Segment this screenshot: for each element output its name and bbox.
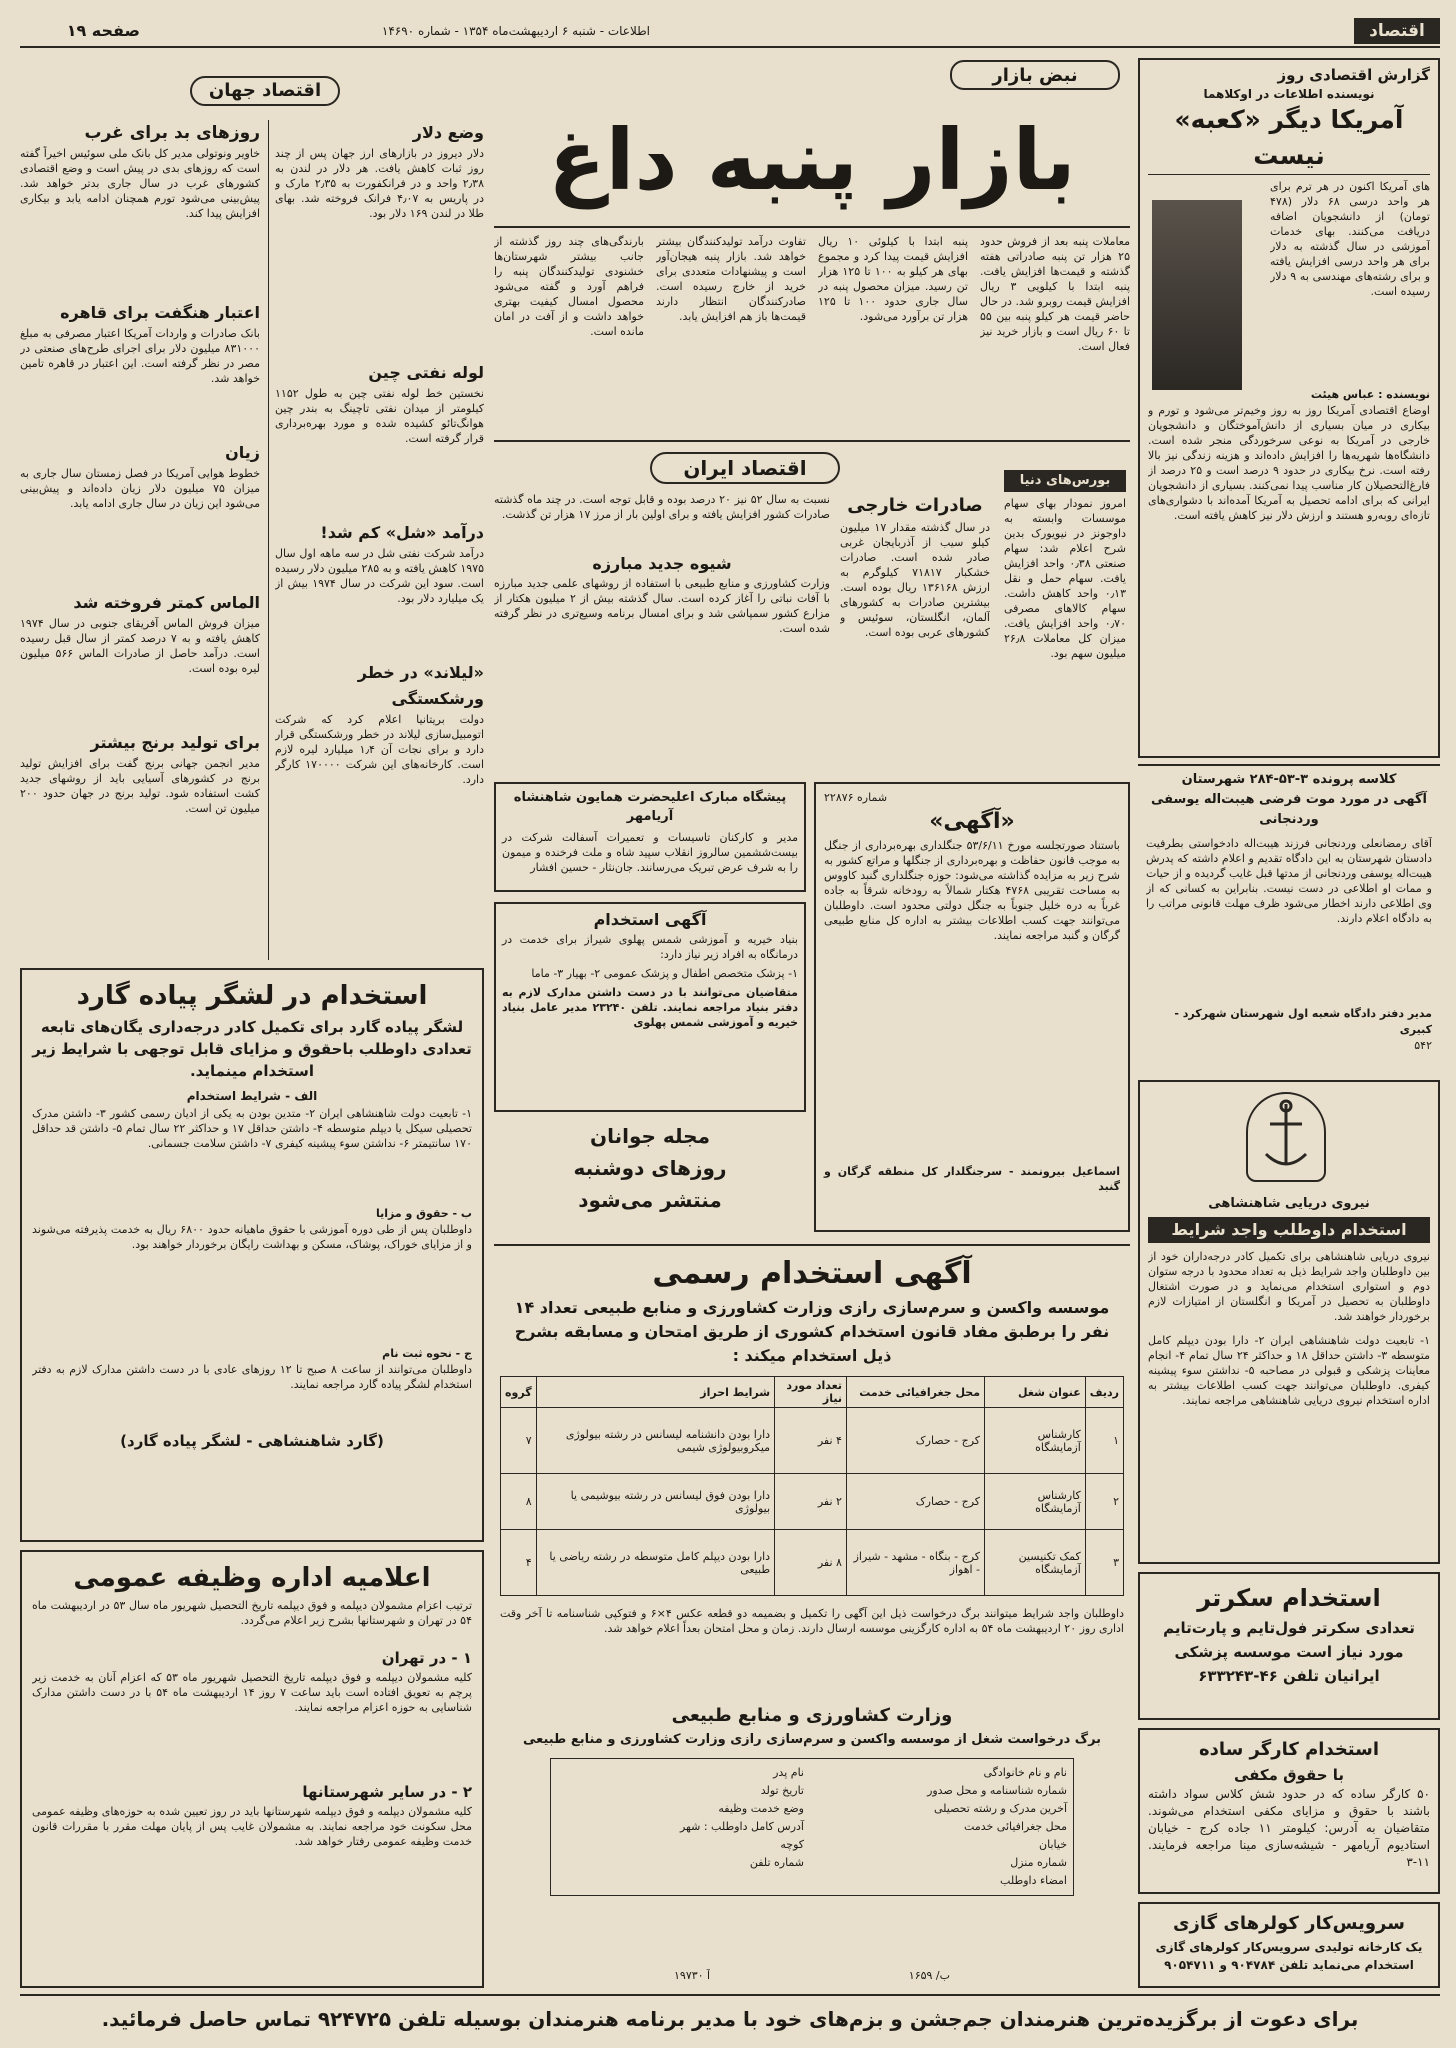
cell: ۸ — [501, 1474, 537, 1530]
world-p1: خاویر ونوتولی مدیر کل بانک ملی سوئیس اخیراً گفته است که روزهای بدی در پیش است و وضع اقتصادی کشورهای غرب در سال جاری بدتر خواهد شد. پیش‌بینی می‌شود تورم همچنان ادامه یابد و بیکاری افزایش پیدا کند. — [20, 147, 260, 220]
col-header: محل جغرافیائی خدمت — [846, 1377, 984, 1408]
recruit-ad — [494, 1244, 1130, 1988]
report-body-2: اوضاع اقتصادی آمریکا روز به روز وخیم‌تر می‌شود و تورم و بیکاری در میان بسیاری از دانش‌آموختگان و دانشجویان خارجی در آمریکا به نوعی سرخوردگی منجر شده است. دانشگاه‌ها شهریه‌ها را افزایش داده‌اند و هزینه زندگی نیز بالا رفته است. نرخ بیکاری در حدود ۹ درصد است و ۲۵ درصد از فارغ‌التحصیلان کار مناسب پیدا نمی‌کنند. بسیاری از دانشجویان ایرانی که برای ادامه تحصیل به آمریکا آمده‌اند با دشواری‌های تازه‌ای روبه‌رو هستند و ارزش دلار نیز کاهش یافته است. — [1148, 404, 1430, 522]
footer-rule — [20, 1994, 1440, 1996]
masthead-rule — [20, 46, 1440, 48]
hire-pahlavi-box — [494, 902, 806, 1112]
cell: کرج - حصارک — [846, 1474, 984, 1530]
hire-pahlavi-body-2: متقاضیان می‌توانند با در دست داشتن مدارک لازم به دفتر بنیاد مراجعه نمایند. تلفن ۲۳۲۴۰ مدیر عامل بنیاد خیریه و آموزشی شمس پهلوی — [502, 986, 799, 1029]
form-field: محل جغرافیائی خدمت — [964, 1820, 1067, 1833]
worker-body: ۵۰ کارگر ساده که در حدود شش کلاس سواد داشته باشند با حقوق و مزایای مکفی استخدام می‌شوند. متقاضیان به آدرس: کیلومتر ۱۱ جاده کرج - خیابان استادیوم آریامهر - شیشه‌سازی مینا مراجعه فرمایند. ۱۱-۳ — [1148, 1787, 1430, 1869]
notice1-subtitle: آگهی در مورد موت فرضی هیبت‌اله یوسفی وردنجانی — [1151, 792, 1427, 827]
guard-list-a: ۱- تابعیت دولت شاهنشاهی ایران ۲- متدین بودن به یکی از ادیان رسمی کشور ۳- داشتن مدرک تحصیلی سیکل یا دیپلم متوسطه ۴- داشتن حداقل ۱۷ و حداکثر ۲۲ سال تمام ۵- داشتن قد حداقل ۱۷۰ سانتیمتر ۶- نداشتن سوء پیشینه کیفری ۷- داشتن سلامت جسمانی. — [32, 1107, 472, 1150]
service-body: یک کارخانه تولیدی سرویس‌کار کولرهای گازی استخدام می‌نماید تلفن ۹۰۴۷۸۴ و ۹۰۵۴۷۱۱ — [1155, 1940, 1423, 1972]
cell: دارا بودن دانشنامه لیسانس در رشته بیولوژی میکروبیولوژی شیمی — [536, 1408, 774, 1474]
exports-col — [840, 492, 990, 772]
col-header: گروه — [501, 1377, 537, 1408]
form-field: شماره منزل — [1010, 1856, 1067, 1869]
form-field: شماره شناسنامه و محل صدور — [927, 1784, 1067, 1797]
congrats-box — [494, 782, 806, 892]
col-header: تعداد مورد نیاز — [775, 1377, 847, 1408]
col-header: شرایط احراز — [536, 1377, 774, 1408]
form-field: تاریخ تولد — [760, 1784, 804, 1797]
conscription-lead: ترتیب اعزام مشمولان دیپلمه و فوق دیپلمه تاریخ التحصیل شهریور ماه سال ۵۳ در اردیبهشت ماه ۵۴ در تهران و شهرستانها بشرح زیر اعلام می‌گردد. — [32, 1599, 472, 1627]
table-row — [501, 1408, 1124, 1474]
conscription-ad — [20, 1550, 484, 1988]
dollar-h1: وضع دلار — [412, 123, 484, 142]
magazine-line-1: مجله جوانان — [590, 1124, 710, 1148]
form-field: نام و نام خانوادگی — [983, 1766, 1067, 1779]
dollar-p2: نخستین خط لوله نفتی چین به طول ۱۱۵۲ کیلومتر از میدان نفتی تاچینگ به بندر چین هوانگ‌تائو کشیده شده و مورد بهره‌برداری قرار گرفته است. — [275, 387, 484, 445]
form-field: امضاء داوطلب — [1000, 1874, 1067, 1887]
table-row — [501, 1530, 1124, 1596]
notice1-body: آقای رمضانعلی وردنجانی فرزند هیبت‌اله دادخواستی بطرفیت دادستان شهرستان به این دادگاه تقدیم و اعلام داشته که پدرش هیبت‌اله یوسفی وردنجانی از مدتها قبل غایب گردیده و از حیات و ممات او اطلاعی در دست نیست. بنابراین به کسانی که از وی اطلاعی دارند اخطار می‌شود ظرف مهلت قانونی مراتب را به دادگاه اعلام دارند. — [1146, 837, 1432, 925]
iran-economy-col — [494, 492, 830, 772]
forest-notice-sign: اسماعیل بیرونمند - سرجنگلدار کل منطقه گرگان و گنبد — [824, 1165, 1120, 1193]
masthead — [20, 18, 1440, 44]
bourse-col — [1000, 470, 1130, 770]
service-ad — [1138, 1902, 1440, 1988]
navy-emblem-caption: نیروی دریایی شاهنشاهی — [1208, 1196, 1370, 1211]
cotton-col-4: بارندگی‌های چند روز گذشته از جانب بیشتر شهرستان‌ها خشنودی تولیدکنندگان پنبه را فراهم آورد و گفته می‌شود محصول امسال کیفیت بهتری خواهد داشت و از آفت در امان مانده است. — [494, 235, 644, 338]
iran-economy-body-2: وزارت کشاورزی و منابع طبیعی با استفاده از روشهای علمی جدید مبارزه با آفات نباتی را آغاز کرده است. سال گذشته بیش از ۲ میلیون هکتار از مزارع کشور سمپاشی شد و برای امسال برنامه وسیع‌تری در نظر گرفته شده است. — [494, 577, 830, 635]
dollar-h3: درآمد «شل» کم شد! — [320, 523, 484, 542]
world-col — [20, 120, 260, 960]
cell: ۳ — [1085, 1530, 1123, 1596]
exports-title: صادرات خارجی — [847, 495, 983, 516]
guard-sign: (گارد شاهنشاهی - لشگر پیاده گارد) — [120, 1432, 384, 1450]
section-label: اقتصاد — [1354, 18, 1440, 44]
magazine-line-2: روزهای دوشنبه — [573, 1156, 727, 1180]
bourse-title: بورس‌های دنیا — [1004, 470, 1126, 492]
world-h4: الماس کمتر فروخته شد — [73, 593, 260, 612]
navy-body: نیروی دریایی شاهنشاهی برای تکمیل کادر درجه‌داران خود از بین داوطلبان واجد شرایط ذیل به تعداد محدود با درجه ستوان دوم و استواری استخدام می‌نماید و در صورت اشتغال داوطلبان به تحصیل در آمریکا و انگلستان از امتیازات لازم برخوردار خواهند شد. — [1148, 1250, 1430, 1323]
recruit-title: آگهی استخدام رسمی — [652, 1256, 972, 1291]
cell: دارا بودن فوق لیسانس در رشته بیوشیمی یا بیولوژی — [536, 1474, 774, 1530]
worker-sub: با حقوق مکفی — [1233, 1766, 1345, 1784]
notice1-sign: مدیر دفتر دادگاه شعبه اول شهرستان شهرکرد - کبیری — [1174, 1007, 1432, 1036]
cell: کرج - بنگاه - مشهد - شیراز - اهواز — [846, 1530, 984, 1596]
report-kicker: گزارش اقتصادی روز — [1277, 66, 1430, 84]
notice-box-1 — [1138, 764, 1440, 1064]
cell: ۴ نفر — [775, 1408, 847, 1474]
world-p3: خطوط هوایی آمریکا در فصل زمستان سال جاری به میزان ۷۵ میلیون دلار زیان داده‌اند و پیش‌بینی می‌شود این زیان در سال جاری ادامه یابد. — [20, 467, 260, 510]
cell: کمک تکنیسین آزمایشگاه — [985, 1530, 1086, 1596]
conscription-h1: ۱ - در تهران — [381, 1649, 472, 1667]
center-rule-1 — [494, 440, 1130, 442]
world-h2: اعتبار هنگفت برای قاهره — [60, 303, 260, 322]
magazine-line-3: منتشر می‌شود — [578, 1188, 722, 1212]
guard-list-c: داوطلبان می‌توانند از ساعت ۸ صبح تا ۱۲ روزهای عادی با در دست داشتن مدارک لازم به دفتر استخدام لشگر پیاده گارد مراجعه نمایند. — [32, 1363, 472, 1391]
headline-rule — [494, 226, 1130, 228]
guard-sec-b: ب - حقوق و مزایا — [375, 1207, 472, 1220]
world-h1: روزهای بد برای غرب — [84, 123, 260, 143]
world-p5: مدیر انجمن جهانی برنج گفت برای افزایش تولید برنج در کشورهای آسیایی باید از روشهای جدید کشت استفاده شود. تولید برنج در جهان حدود ۲۰۰ میلیون تن است. — [20, 757, 260, 815]
iran-economy-body: نسبت به سال ۵۲ نیز ۲۰ درصد بوده و قابل توجه است. در چند ماه گذشته صادرات کشور افزایش یافته و برای اولین بار از مرز ۱۷ هزار تن گذشت. — [494, 493, 830, 521]
world-h3: زیان — [225, 443, 260, 462]
secretary-title: استخدام سکرتر — [1197, 1584, 1381, 1612]
cell: ۴ — [501, 1530, 537, 1596]
bourse-body: امروز نمودار بهای سهام موسسات وابسته به داوجونز در نیویورک بدین شرح اعلام شد: سهام صنعتی ۰٫۳۸ واحد افزایش یافت. سهام حمل و نقل ۰٫۱۳ واحد کاهش داشت. سهام کالاهای مصرفی ۰٫۷۰ واحد افزایش یافت. میزان کل معاملات ۲۶٫۸ میلیون سهم بود. — [1004, 497, 1126, 660]
recruit-serial-2: آ ۱۹۷۳۰ — [674, 1969, 711, 1982]
hire-pahlavi-body: بنیاد خیریه و آموزشی شمس پهلوی شیراز برای خدمت در درمانگاه به افراد زیر نیاز دارد: — [502, 933, 798, 961]
cotton-col-3: تفاوت درآمد تولیدکنندگان بیشتر خواهد شد. بازار پنبه هیجان‌آور است و پیشنهادات متعددی برای خرید از خارج رسیده است. صادرکنندگان انتظار دارند قیمت‌ها باز هم افزایش یابد. — [656, 235, 806, 323]
guard-sec-c: ج - نحوه ثبت نام — [382, 1347, 472, 1360]
recruit-note: داوطلبان واجد شرایط میتوانند برگ درخواست ذیل این آگهی را تکمیل و بضمیمه دو قطعه عکس ۴×۶ و فتوکپی شناسنامه تا آخر وقت اداری روز ۲۰ اردیبهشت ماه ۵۴ به اداره کارگزینی موسسه ارسال دارند. زمان و محل امتحان بعداً اعلام خواهد شد. — [500, 1607, 1124, 1635]
navy-ad — [1138, 1080, 1440, 1564]
secretary-ad — [1138, 1572, 1440, 1720]
cell: ۸ نفر — [775, 1530, 847, 1596]
exports-body: در سال گذشته مقدار ۱۷ میلیون کیلو سیب از آذربایجان غربی صادر شده است. صادرات خشکبار ۷۱۸۱۷ کیلوگرم به ارزش ۱۳۶۱۶۸ ریال بوده است. بیشترین صادرات به کشورهای آلمان، انگلستان، سوئیس و کشورهای عربی بوده است. — [840, 521, 990, 639]
issue-line: اطلاعات - شنبه ۶ اردیبهشت‌ماه ۱۳۵۴ - شماره ۱۴۶۹۰ — [381, 24, 650, 38]
iran-economy-sub: شیوه جدید مبارزه — [592, 554, 732, 573]
cell: کارشناس آزمایشگاه — [985, 1474, 1086, 1530]
cell: ۱ — [1085, 1408, 1123, 1474]
cell: کرج - حصارک — [846, 1408, 984, 1474]
dollar-h4: «لیلاند» در خطر ورشکستگی — [357, 663, 484, 708]
form-field: خیابان — [1039, 1838, 1067, 1851]
form-field: وضع خدمت وظیفه — [718, 1802, 804, 1815]
table-row — [501, 1474, 1124, 1530]
page-number: صفحه ۱۹ — [66, 21, 140, 40]
dollar-col — [268, 120, 484, 960]
navy-emblem-icon — [1246, 1092, 1326, 1182]
magazine-box — [494, 1120, 806, 1230]
cotton-col-1: معاملات پنبه بعد از فروش حدود ۲۵ هزار تن پنبه صادراتی هفته گذشته و قیمت‌ها افزایش یافت. پنبه ابتدا با کیلویی ۳ ریال افزایش قیمت روبرو شد. در حال حاضر قیمت هر کیلو پنبه بین ۵۵ تا ۶۰ ریال است و بازار خرید نیز فعال است. — [980, 235, 1130, 353]
recruit-table — [500, 1376, 1124, 1596]
iran-economy-banner: اقتصاد ایران — [650, 452, 840, 484]
guard-list-b: داوطلبان پس از طی دوره آموزشی با حقوق ماهیانه حدود ۶۸۰۰ ریال به خدمت پذیرفته می‌شوند و از مزایای خوراک، پوشاک، مسکن و بهداشت رایگان برخوردار خواهند بود. — [32, 1223, 472, 1251]
guard-lead: لشگر پیاده گارد برای تکمیل کادر درجه‌داری یگان‌های تابعه تعدادی داوطلب باحقوق و مزایای قابل توجهی با شرایط زیر استخدام مینماید. — [32, 1018, 472, 1080]
guard-title: استخدام در لشگر پیاده گارد — [76, 981, 428, 1011]
world-p4: میزان فروش الماس آفریقای جنوبی در سال ۱۹۷۴ کاهش یافته و به ۷ درصد کمتر از سال قبل رسیده است. درآمد حاصل از صادرات الماس ۵۶۶ میلیون لیره بوده است. — [20, 617, 260, 675]
congrats-title: پیشگاه مبارک اعلیحضرت همایون شاهنشاه آریامهر — [513, 790, 787, 824]
cotton-headline: بازار پنبه داغ — [548, 111, 1076, 209]
recruit-table-header — [501, 1377, 1124, 1408]
forest-notice-body: باستناد صورتجلسه مورخ ۵۳/۶/۱۱ جنگلداری بهره‌برداری از جنگل به موجب قانون حفاظت و بهره‌برداری از جنگلها و مراتع کشور به شرح زیر به مزایده گذاشته می‌شود: حوزه جنگلداری گنبد کاووس به مساحت تقریبی ۴۷۶۸ هکتار شمالاً به رودخانه شرقاً به جاده غرباً به دره خلیل جنوباً به جنگل دولتی محدود است. داوطلبان می‌توانند جهت کسب اطلاعات بیشتر به اداره کل منابع طبیعی گرگان و گنبد مراجعه نمایند. — [824, 839, 1120, 942]
cell: ۲ — [1085, 1474, 1123, 1530]
conscription-p1: کلیه مشمولان دیپلمه و فوق دیپلمه تاریخ التحصیل شهریور ماه ۵۳ که اعزام آنان به خدمت زیر پرچم به تعویق افتاده است باید ساعت ۷ روز ۱۴ اردیبهشت ماه ۵۴ با در دست داشتن مدارک شناسایی به حوزه اعزام مراجعه نمایند. — [32, 1671, 472, 1714]
cotton-col-2: پنبه ابتدا با کیلوئی ۱۰ ریال افزایش قیمت پیدا کرد و مجموع بهای هر کیلو به ۱۰۰ تا ۱۲۵ هزار تن رسید. میزان محصول پنبه در سال جاری حدود ۱۰۰ تا ۱۲۵ هزار تن برآورد می‌شود. — [818, 235, 968, 323]
form-field: آخرین مدرک و رشته تحصیلی — [933, 1802, 1067, 1815]
forest-notice-number: شماره ۲۲۸۷۶ — [824, 791, 888, 804]
report-byline-top: نویسنده اطلاعات در اوکلاهما — [1203, 87, 1375, 101]
secretary-body: تعدادی سکرتر فول‌تایم و پارت‌تایم مورد نیاز است موسسه پزشکی ایرانیان تلفن ۴۶-۶۳۳۲۴۳ — [1163, 1619, 1415, 1685]
recruit-form-sub: برگ درخواست شغل از موسسه واکسن و سرم‌سازی رازی وزارت کشاورزی و منابع طبیعی — [522, 1732, 1102, 1747]
conscription-h2: ۲ - در سایر شهرستانها — [302, 1783, 472, 1801]
worker-title: استخدام کارگر ساده — [1198, 1739, 1380, 1760]
footer-ad: برای دعوت از برگزیده‌ترین هنرمندان جم‌جشن و بزم‌های خود با مدیر برنامه هنرمندان بوسیله تلفن ۹۲۴۷۲۵ تماس حاصل فرمائید. — [101, 2007, 1359, 2031]
report-body: های آمریکا اکنون در هر ترم برای هر واحد درسی ۶۸ دلار (۴۷۸ تومان) از دانشجویان اضافه دریافت می‌کنند. بهای خدمات آموزشی در سال گذشته به دلار برای هر واحد درسی افزایش یافته و برای رشته‌های مهندسی به ۹ دلار رسیده است. — [1270, 180, 1430, 298]
world-h5: برای تولید برنج بیشتر — [90, 733, 260, 752]
cell: دارا بودن دیپلم کامل متوسطه در رشته ریاضی یا طبیعی — [536, 1530, 774, 1596]
report-byline: نویسنده : عباس هیئت — [1310, 388, 1430, 401]
recruit-form-title: وزارت کشاورزی و منابع طبیعی — [671, 1705, 953, 1726]
guard-sec-a: الف - شرایط استخدام — [186, 1089, 318, 1103]
service-title: سرویس‌کار کولرهای گازی — [1173, 1913, 1405, 1934]
forest-notice-box — [814, 782, 1130, 1232]
recruit-form — [550, 1758, 1074, 1896]
dollar-p4: دولت بریتانیا اعلام کرد که شرکت اتومبیل‌سازی لیلاند در خطر ورشکستگی قرار دارد و برای نجات آن ۱٫۴ میلیارد لیره لازم است. کارخانه‌های این شرکت ۱۷۰۰۰۰ کارگر دارد. — [275, 713, 484, 786]
author-photo — [1152, 200, 1242, 390]
navy-conditions: ۱- تابعیت دولت شاهنشاهی ایران ۲- دارا بودن دیپلم کامل متوسطه ۳- داشتن حداقل ۱۸ و حداکثر ۲۴ سال تمام ۴- انجام معاینات پزشکی و قبولی در مصاحبه ۵- نداشتن سوء پیشینه کیفری. داوطلبان می‌توانند جهت کسب اطلاعات بیشتر به اداره استخدام نیروی دریایی شاهنشاهی مراجعه نمایند. — [1148, 1334, 1430, 1407]
conscription-p2: کلیه مشمولان دیپلمه و فوق دیپلمه شهرستانها باید در روز تعیین شده به حوزه‌های وظیفه عمومی محل سکونت خود مراجعه نمایند. به مشمولان غایب پس از پایان مهلت مقرر با مقررات قانون خدمت وظیفه عمومی رفتار خواهد شد. — [32, 1805, 472, 1848]
col-header: ردیف — [1085, 1377, 1123, 1408]
notice1-title: کلاسه پرونده ۳-۵۳-۲۸۴ شهرستان — [1181, 772, 1397, 787]
notice1-number: ۵۴۲ — [1414, 1039, 1432, 1052]
form-field: شماره تلفن — [749, 1856, 804, 1869]
report-title: آمریکا دیگر «کعبه» نیست — [1148, 102, 1430, 175]
daily-report-box — [1138, 58, 1440, 758]
col-header: عنوان شغل — [985, 1377, 1086, 1408]
cotton-kicker: نبض بازار — [950, 60, 1120, 90]
forest-notice-title: «آگهی» — [929, 809, 1015, 834]
dollar-p1: دلار دیروز در بازارهای ارز جهان پس از چند روز ثبات کاهش یافت. هر دلار در لندن به ۲٫۳۸ واحد و در فرانکفورت به ۲٫۳۵ مارک و در پاریس به ۴٫۰۷ فرانک فروخته شد. بهای طلا در لندن ۱۶۹ دلار بود. — [275, 147, 484, 220]
hire-pahlavi-list: ۱- پزشک متخصص اطفال و پزشک عمومی ۲- بهیار ۳- ماما — [531, 967, 798, 980]
recruit-lead: موسسه واکسن و سرم‌سازی رازی وزارت کشاورزی و منابع طبیعی تعداد ۱۴ نفر را برطبق مفاد قانون استخدام کشوری از طریق امتحان و مسابقه بشرح ذیل استخدام میکند : — [514, 1298, 1110, 1365]
form-field: نام پدر — [773, 1766, 804, 1779]
form-field: کوچه — [780, 1838, 804, 1851]
world-p2: بانک صادرات و واردات آمریکا اعتبار مصرفی به مبلغ ۸۳۱۰۰۰ میلیون دلار برای اجرای طرح‌های صنعتی در مصر در نظر گرفته است. این اعتبار در قاهره تامین خواهد شد. — [20, 327, 260, 385]
guard-ad — [20, 968, 484, 1542]
cell: ۷ — [501, 1408, 537, 1474]
worker-ad — [1138, 1728, 1440, 1894]
dollar-h2: لوله نفتی چین — [368, 363, 484, 382]
hire-pahlavi-title: آگهی استخدام — [593, 910, 707, 929]
cell: کارشناس آزمایشگاه — [985, 1408, 1086, 1474]
form-field: آدرس کامل داوطلب : شهر — [679, 1820, 804, 1833]
navy-title: استخدام داوطلب واجد شرایط — [1148, 1217, 1430, 1243]
dollar-p3: درآمد شرکت نفتی شل در سه ماهه اول سال ۱۹۷۵ کاهش یافته و به ۲۸۵ میلیون دلار رسیده است. سود این شرکت در سال ۱۹۷۴ بیش از یک میلیارد دلار بود. — [275, 547, 484, 605]
recruit-serial: ب/ ۱۶۵۹ — [908, 1969, 950, 1982]
cell: ۲ نفر — [775, 1474, 847, 1530]
congrats-body: مدیر و کارکنان تاسیسات و تعمیرات آسفالت شرکت در بیست‌ششمین سالروز انقلاب سپید شاه و ملت فرخنده و میمون را به شرف عرض تبریک می‌رسانند. جان‌نثار - حسین افشار — [502, 831, 798, 874]
conscription-title: اعلامیه اداره وظیفه عمومی — [73, 1563, 431, 1593]
cotton-story — [494, 58, 1130, 438]
world-economy-banner: اقتصاد جهان — [190, 76, 340, 106]
